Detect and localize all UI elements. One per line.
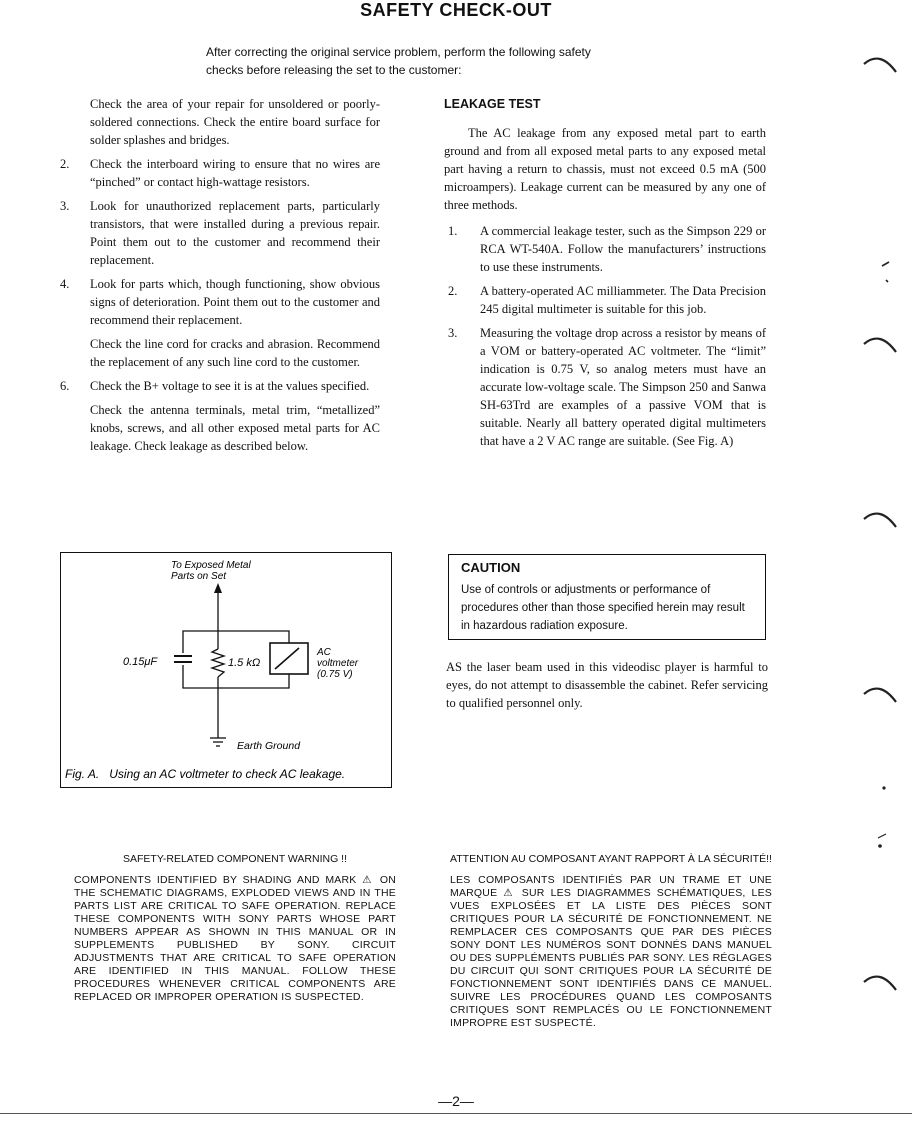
meter-label-line2: voltmeter [317, 658, 359, 669]
speck-mark [874, 832, 892, 852]
caution-text: Use of controls or adjustments or performance of procedures other than those specified herein may result in hazardous radiation exposure. [461, 584, 745, 632]
check-text: Look for unauthorized replacement parts, particularly transistors, that were installed during a previous repair. Point them out to the customer and recommend their replacement. [90, 199, 380, 267]
figure-a-box [60, 552, 392, 788]
binder-hole-mark [862, 968, 902, 998]
warning-text: COMPONENTS IDENTIFIED BY SHADING AND MARK ⚠ ON THE SCHEMATIC DIAGRAMS, EXPLODED VIEWS AND IN THE PARTS LIST ARE CRITICAL TO SAFE OPERATION. REPLACE THESE COMPONENTS WITH SONY PARTS WHOSE PART NUMBERS APPEAR AS SHOWN IN THIS MANUAL OR IN SUPPLEMENTS PUBLISHED BY SONY. CIRCUIT ADJUSTMENTS THAT ARE CRITICAL TO SAFE OPERATION ARE IDENTIFIED IN THIS MANUAL. FOLLOW THESE PROCEDURES WHENEVER CRITICAL COMPONENTS ARE REPLACED OR IMPROPER OPERATION IS SUSPECTED. [74, 874, 396, 1003]
laser-warning-text: AS the laser beam used in this videodisc player is harmful to eyes, do not attempt to disassemble the cabinet. Refer servicing to qualified personnel only. [446, 660, 768, 710]
method-text: A battery-operated AC milliammeter. The Data Precision 245 digital multimeter is suitable for this job. [480, 284, 766, 316]
method-item [444, 324, 766, 450]
top-label-line2: Parts on Set [171, 571, 227, 582]
caution-box [448, 554, 766, 640]
binder-hole-mark [862, 505, 902, 535]
leakage-test-intro: The AC leakage from any exposed metal part to earth ground and from all exposed metal parts to any exposed metal part having a return to chassis, must not exceed 0.5 mA (500 microampers). Leakage current can be measured by any one of three methods. [444, 126, 766, 212]
meter-label-line1: AC [317, 647, 331, 658]
page-number: —2— [438, 1093, 474, 1109]
warning-text: LES COMPOSANTS IDENTIFIÉS PAR UN TRAME ET UNE MARQUE ⚠ SUR LES DIAGRAMMES SCHÉMATIQUES, LES VUES EXPLOSÉES ET LA LISTE DES PIÈCES SONT CRITIQUES POUR LA SÉCURITÉ DE FONCTIONNEMENT. NE REMPLACER CES COMPOSANTS QUE PAR DES PIÈCES SONY DONT LES NUMÉROS SONT DONNÉS DANS MANUEL OU DES SUPPLÉMENTS PUBLIÉS PAR SONY. LES RÉGLAGES DU CIRCUIT QUI SONT CRITIQUES POUR LA SÉCURITÉ DE FONCTIONNEMENT SONT IDENTIFIÉS DANS CE MANUEL. SUIVRE LES PROCÉDURES QUAND LES COMPOSANTS CRITIQUES SONT REMPLACÉS OU LE FONCTIONNEMENT IMPROPRE EST SUSPECTÉ. [450, 874, 772, 1029]
binder-hole-mark [862, 50, 902, 80]
leakage-test-heading: LEAKAGE TEST [444, 97, 541, 111]
method-item [444, 222, 766, 276]
resistor-label: 1.5 kΩ [228, 657, 261, 669]
method-number: 3. [448, 326, 458, 340]
method-number: 2. [448, 284, 458, 298]
check-item [60, 377, 380, 395]
capacitor-symbol [174, 656, 192, 662]
ground-label: Earth Ground [237, 740, 301, 752]
voltmeter-symbol [270, 643, 308, 674]
leakage-circuit-diagram [61, 553, 391, 787]
method-item [444, 282, 766, 318]
warning-heading: ATTENTION AU COMPOSANT AYANT RAPPORT À LA SÉCURITÉ!! [450, 853, 772, 865]
bottom-rule [0, 1113, 912, 1114]
check-item [60, 95, 380, 149]
check-text: Check the line cord for cracks and abrasion. Recommend the replacement of any such line cord to the customer. [90, 337, 380, 369]
intro-text: After correcting the original service problem, perform the following safety checks before releasing the set to the customer: [206, 45, 591, 77]
check-item [60, 401, 380, 455]
check-text: Check the area of your repair for unsoldered or poorly-soldered connections. Check the entire board surface for solder splashes and bridges. [90, 97, 380, 147]
check-item [60, 197, 380, 269]
top-label-line1: To Exposed Metal [171, 560, 251, 571]
caution-heading: CAUTION [461, 560, 521, 575]
check-text: Check the B+ voltage to see it is at the values specified. [90, 379, 370, 393]
speck-mark [878, 780, 892, 794]
ground-icon [210, 738, 226, 746]
page-title: SAFETY CHECK-OUT [360, 0, 552, 20]
resistor-symbol [212, 649, 224, 677]
binder-hole-mark [862, 330, 902, 360]
check-item [60, 275, 380, 329]
safety-checks-list [60, 95, 380, 461]
figure-caption: Fig. A. Using an AC voltmeter to check AC leakage. [65, 767, 346, 781]
safety-warning-french [450, 853, 772, 1030]
check-number: 4. [60, 277, 70, 291]
method-text: Measuring the voltage drop across a resistor by means of a VOM or battery-operated AC voltmeter. The “limit” indication is 0.75 V, so analog meters must have an accurate low-voltage scale. The Simpson 250 and Sanwa SH-63Trd are examples of a passive VOM that is suitable. Nearly all battery operated digital multimeters that have a 2 V AC range are suitable. (See Fig. A) [480, 326, 766, 448]
meter-label-line3: (0.75 V) [317, 669, 353, 680]
method-number: 1. [448, 224, 458, 238]
check-item [60, 335, 380, 371]
capacitor-label: 0.15μF [123, 656, 158, 668]
method-text: A commercial leakage tester, such as the Simpson 229 or RCA WT-540A. Follow the manufacturers’ instructions to use these instruments. [480, 224, 766, 274]
check-item [60, 155, 380, 191]
speck-mark [880, 260, 894, 286]
check-text: Check the interboard wiring to ensure that no wires are “pinched” or contact high-wattage resistors. [90, 157, 380, 189]
arrow-up-icon [214, 583, 222, 593]
check-number: 6. [60, 379, 70, 393]
warning-heading: SAFETY-RELATED COMPONENT WARNING !! [122, 853, 348, 865]
check-number: 3. [60, 199, 70, 213]
check-number: 2. [60, 157, 70, 171]
safety-warning-english [74, 853, 396, 1004]
check-text: Look for parts which, though functioning, show obvious signs of deterioration. Point them out to the customer and recommend their replacement. [90, 277, 380, 327]
leakage-test-section [444, 95, 766, 456]
binder-hole-mark [862, 680, 902, 710]
check-text: Check the antenna terminals, metal trim, “metallized” knobs, screws, and all other exposed metal parts for AC leakage. Check leakage as described below. [90, 403, 380, 453]
